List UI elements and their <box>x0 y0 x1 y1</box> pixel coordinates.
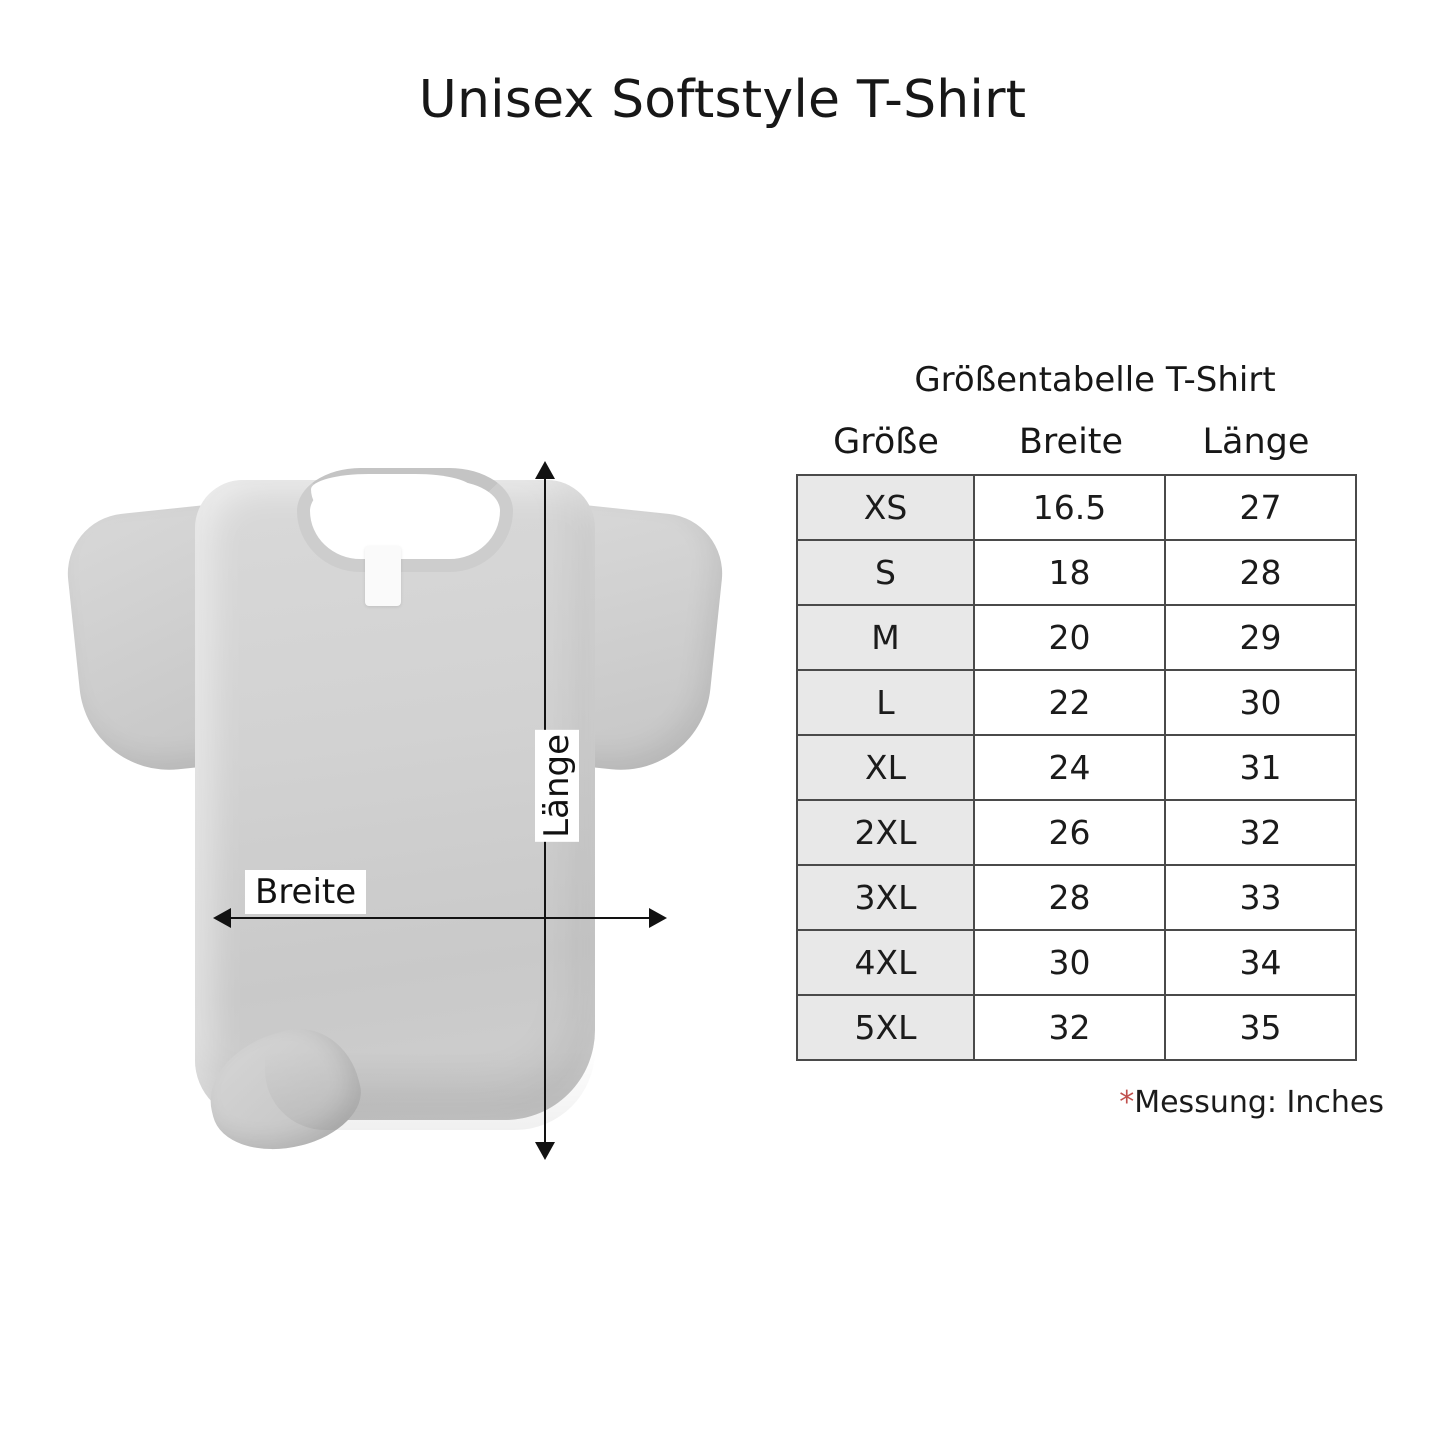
column-header-size: Größe <box>833 422 939 462</box>
table-row <box>797 865 1356 930</box>
table-row <box>797 540 1356 605</box>
page-title: Unisex Softstyle T-Shirt <box>418 70 1027 130</box>
size-table-caption: Größentabelle T-Shirt <box>914 360 1276 400</box>
cell-length: 33 <box>1165 865 1356 930</box>
cell-length: 32 <box>1165 800 1356 865</box>
size-table-header <box>790 422 1390 462</box>
cell-size: 4XL <box>797 930 974 995</box>
cell-size: M <box>797 605 974 670</box>
cell-width: 26 <box>974 800 1165 865</box>
cell-width: 28 <box>974 865 1165 930</box>
cell-length: 30 <box>1165 670 1356 735</box>
table-row <box>797 995 1356 1060</box>
width-measure-label: Breite <box>245 870 366 914</box>
length-measure-label: Länge <box>535 730 579 842</box>
cell-length: 35 <box>1165 995 1356 1060</box>
cell-size: 5XL <box>797 995 974 1060</box>
cell-size: L <box>797 670 974 735</box>
tshirt-graphic <box>65 450 725 1150</box>
cell-length: 29 <box>1165 605 1356 670</box>
table-row <box>797 735 1356 800</box>
cell-size: 2XL <box>797 800 974 865</box>
table-row <box>797 930 1356 995</box>
cell-width: 22 <box>974 670 1165 735</box>
column-header-length: Länge <box>1202 422 1310 462</box>
column-header-width: Breite <box>1018 422 1124 462</box>
cell-width: 32 <box>974 995 1165 1060</box>
cell-width: 30 <box>974 930 1165 995</box>
cell-size: XL <box>797 735 974 800</box>
cell-length: 28 <box>1165 540 1356 605</box>
measurement-footnote <box>790 1085 1390 1120</box>
cell-width: 20 <box>974 605 1165 670</box>
cell-width: 18 <box>974 540 1165 605</box>
tshirt-illustration <box>55 420 755 1200</box>
size-table <box>796 474 1357 1061</box>
table-row <box>797 670 1356 735</box>
tshirt-neck-tag <box>365 546 401 606</box>
cell-length: 27 <box>1165 475 1356 540</box>
table-row <box>797 800 1356 865</box>
cell-size: S <box>797 540 974 605</box>
cell-size: XS <box>797 475 974 540</box>
table-row <box>797 605 1356 670</box>
footnote-asterisk: * <box>1119 1085 1135 1120</box>
cell-length: 31 <box>1165 735 1356 800</box>
table-row <box>797 475 1356 540</box>
cell-length: 34 <box>1165 930 1356 995</box>
footnote-text: Messung: Inches <box>1134 1085 1384 1120</box>
size-table-area <box>790 360 1390 1120</box>
tshirt-collar-inner <box>311 474 473 528</box>
cell-size: 3XL <box>797 865 974 930</box>
width-arrow-icon <box>230 917 650 919</box>
cell-width: 16.5 <box>974 475 1165 540</box>
cell-width: 24 <box>974 735 1165 800</box>
